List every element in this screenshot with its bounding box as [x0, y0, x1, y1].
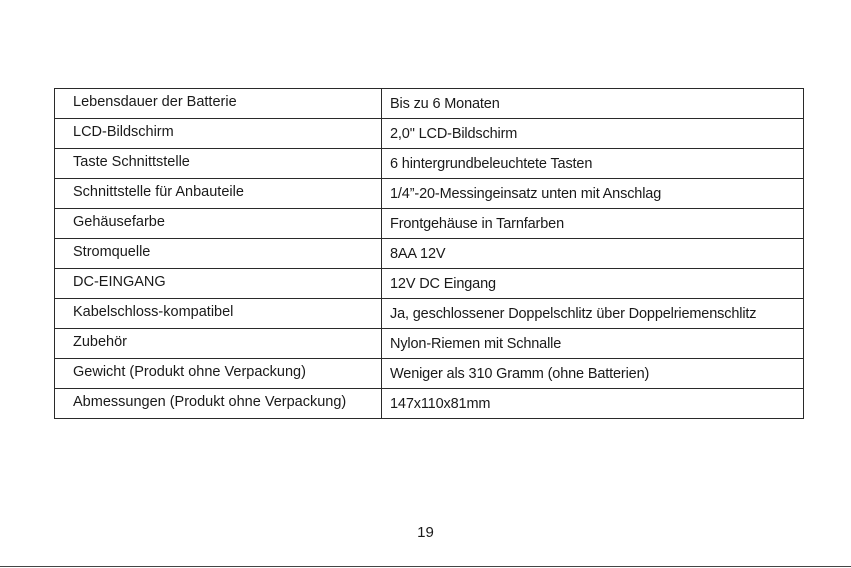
spec-value: Frontgehäuse in Tarnfarben [382, 209, 804, 239]
table-row [55, 299, 804, 329]
table-row [55, 89, 804, 119]
table-row [55, 359, 804, 389]
spec-label: DC-EINGANG [55, 269, 382, 299]
spec-value: 6 hintergrundbeleuchtete Tasten [382, 149, 804, 179]
spec-value: 2,0" LCD-Bildschirm [382, 119, 804, 149]
spec-value: Nylon-Riemen mit Schnalle [382, 329, 804, 359]
spec-table [54, 88, 804, 419]
table-row [55, 179, 804, 209]
spec-label: LCD-Bildschirm [55, 119, 382, 149]
spec-value: 147x110x81mm [382, 389, 804, 419]
table-row [55, 209, 804, 239]
spec-label: Stromquelle [55, 239, 382, 269]
table-row [55, 269, 804, 299]
page-number: 19 [417, 524, 434, 541]
spec-value: Bis zu 6 Monaten [382, 89, 804, 119]
spec-value: Weniger als 310 Gramm (ohne Batterien) [382, 359, 804, 389]
table-row [55, 149, 804, 179]
table-row [55, 389, 804, 419]
spec-label: Taste Schnittstelle [55, 149, 382, 179]
spec-label: Abmessungen (Produkt ohne Verpackung) [55, 389, 382, 419]
spec-label: Gehäusefarbe [55, 209, 382, 239]
spec-value: Ja, geschlossener Doppelschlitz über Doppelriemenschlitz [382, 299, 804, 329]
table-row [55, 119, 804, 149]
spec-value: 8AA 12V [382, 239, 804, 269]
spec-value: 12V DC Eingang [382, 269, 804, 299]
spec-value: 1/4”-20-Messingeinsatz unten mit Anschlag [382, 179, 804, 209]
spec-label: Kabelschloss-kompatibel [55, 299, 382, 329]
table-row [55, 239, 804, 269]
spec-label: Schnittstelle für Anbauteile [55, 179, 382, 209]
spec-label: Lebensdauer der Batterie [55, 89, 382, 119]
spec-label: Zubehör [55, 329, 382, 359]
table-row [55, 329, 804, 359]
spec-label: Gewicht (Produkt ohne Verpackung) [55, 359, 382, 389]
page-bottom-rule [0, 566, 851, 567]
